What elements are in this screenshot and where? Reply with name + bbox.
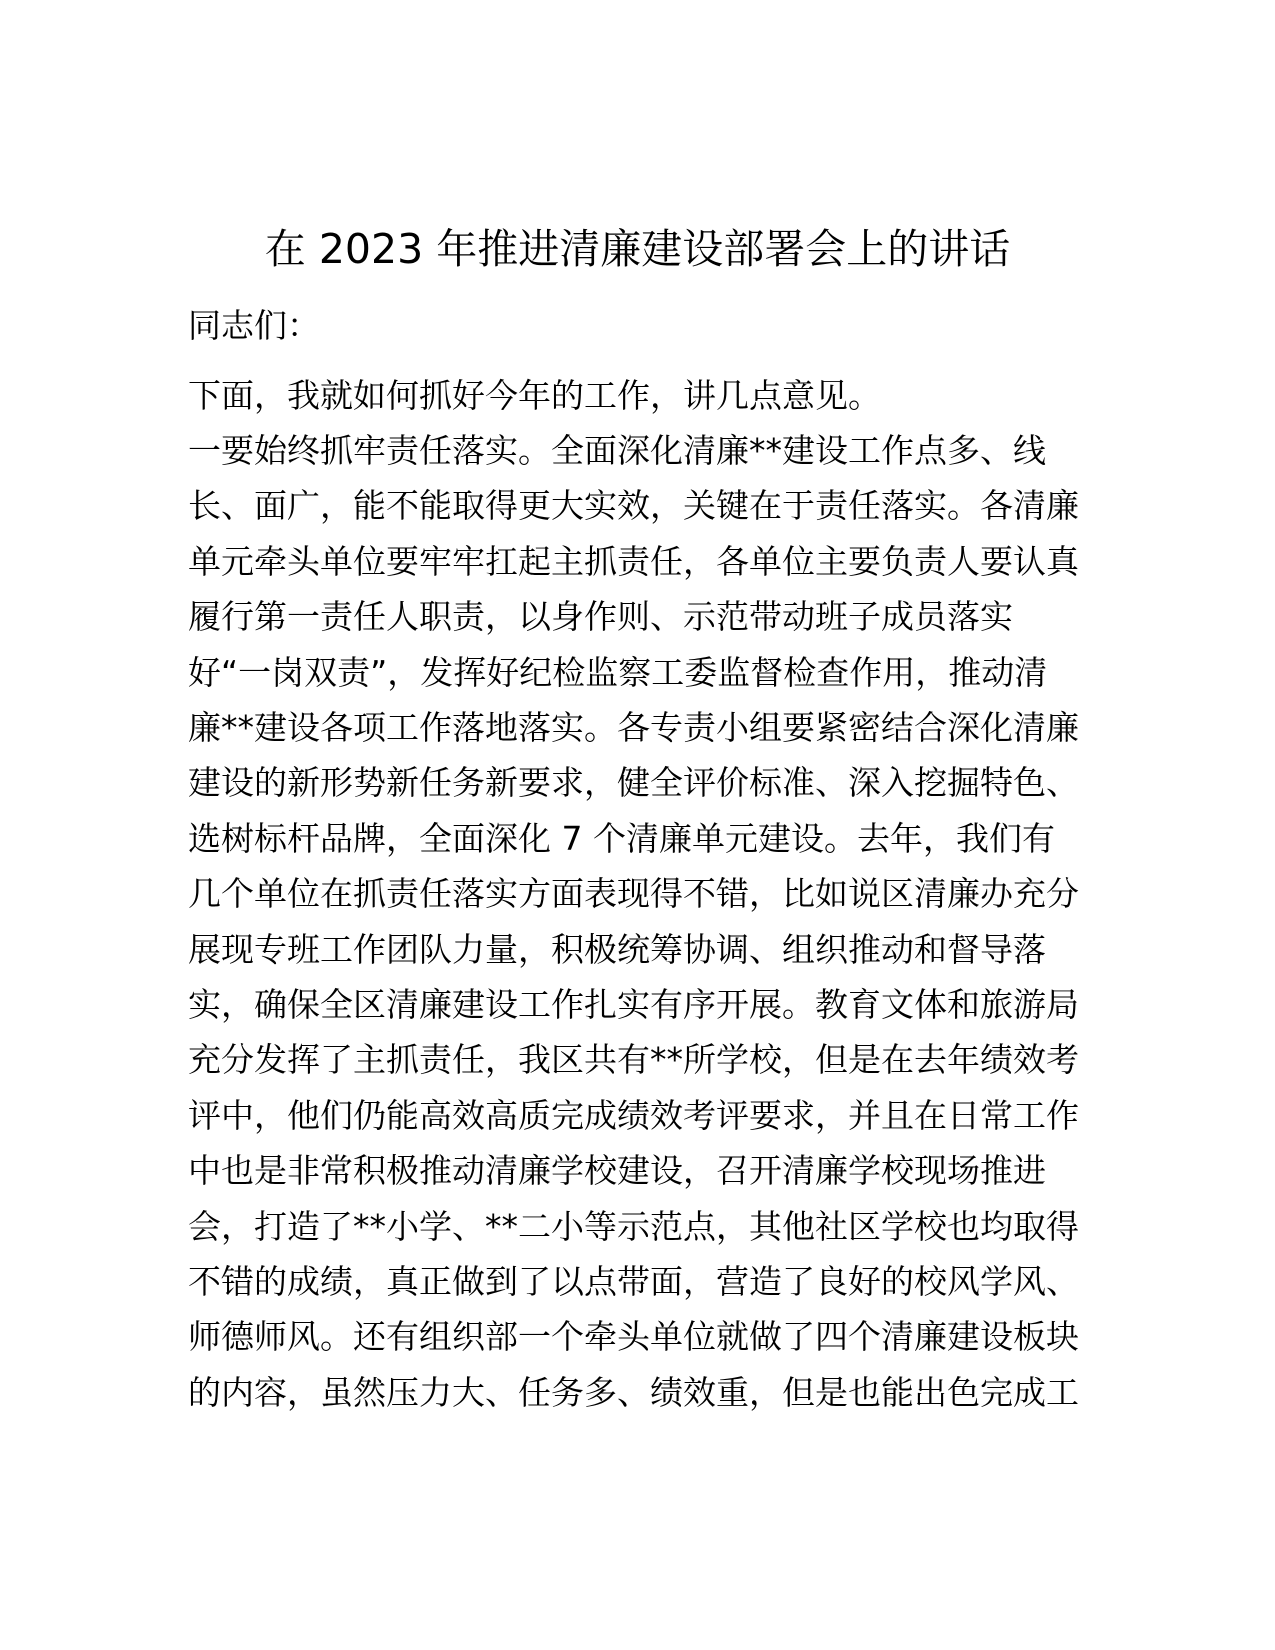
body-line: 不错的成绩，真正做到了以点带面，营造了良好的校风学风、 <box>188 1262 1079 1301</box>
salutation: 同志们： <box>188 306 320 345</box>
body-line: 履行第一责任人职责，以身作则、示范带动班子成员落实 <box>188 597 1013 637</box>
document-title: 在 2023 年推进清廉建设部署会上的讲话 <box>264 225 1011 273</box>
body-line: 几个单位在抓责任落实方面表现得不错，比如说区清廉办充分 <box>188 874 1079 914</box>
body-line: 师德师风。还有组织部一个牵头单位就做了四个清廉建设板块 <box>188 1317 1079 1357</box>
body-line: 实，确保全区清廉建设工作扎实有序开展。教育文体和旅游局 <box>188 985 1079 1024</box>
body-line: 廉**建设各项工作落地落实。各专责小组要紧密结合深化清廉 <box>188 708 1079 747</box>
body-line: 的内容，虽然压力大、任务多、绩效重，但是也能出色完成工 <box>188 1372 1079 1412</box>
body-line: 会，打造了**小学、**二小等示范点，其他社区学校也均取得 <box>188 1206 1079 1246</box>
body-line: 建设的新形势新任务新要求，健全评价标准、深入挖掘特色、 <box>188 763 1079 803</box>
body-line: 充分发挥了主抓责任，我区共有**所学校，但是在去年绩效考 <box>188 1040 1079 1080</box>
body-line: 一要始终抓牢责任落实。全面深化清廉**建设工作点多、线 <box>188 431 1046 470</box>
body-line: 展现专班工作团队力量，积极统筹协调、组织推动和督导落 <box>188 929 1046 969</box>
body-line: 单元牵头单位要牢牢扛起主抓责任，各单位主要负责人要认真 <box>188 541 1079 581</box>
body-line: 中也是非常积极推动清廉学校建设，召开清廉学校现场推进 <box>188 1151 1046 1191</box>
body-line: 评中，他们仍能高效高质完成绩效考评要求，并且在日常工作 <box>188 1095 1079 1135</box>
intro-paragraph: 下面，我就如何抓好今年的工作，讲几点意见。 <box>188 376 881 415</box>
body-line: 选树标杆品牌，全面深化 7 个清廉单元建设。去年，我们有 <box>188 818 1055 858</box>
body-line: 好“一岗双责”，发挥好纪检监察工委监督检查作用，推动清 <box>188 652 1048 692</box>
body-line: 长、面广，能不能取得更大实效，关键在于责任落实。各清廉 <box>188 486 1079 526</box>
